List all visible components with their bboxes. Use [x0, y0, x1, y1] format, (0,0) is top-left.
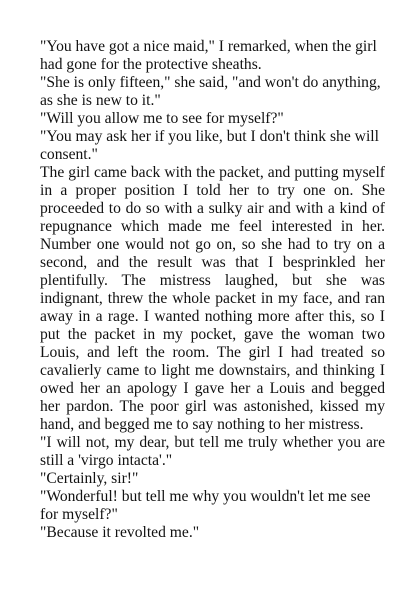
paragraph-ask-her: "You may ask her if you like, but I don't think she will consent."	[40, 128, 379, 163]
paragraph-revolted: "Because it revolted me."	[40, 524, 200, 541]
paragraph-nice-maid: "You have got a nice maid," I remarked, when the girl had gone for the protective sheaths.	[40, 38, 377, 73]
paragraph-narrative: The girl came back with the packet, and putting myself in a proper position I told her to try one on. She proceeded to do so with a sulky air and with a kind of repugnance which made me feel interested in her. Number one would not go on, so she had to try on a second, and the result was that I besprinkled her plentifully. The mistress laughed, but she was indignant, threw the whole packet in my face, and ran away in a rage. I wanted nothing more after this, so I put the packet in my pocket, gave the woman two Louis, and left the room. The girl I had treated so cavalierly came to light me downstairs, and thinking I owed her an apology I gave her a Louis and begged her pardon. The poor girl was astonished, kissed my hand, and begged me to say nothing to her mistress.	[40, 164, 385, 433]
paragraph-allow-me: "Will you allow me to see for myself?"	[40, 110, 284, 127]
paragraph-only-fifteen: "She is only fifteen," she said, "and won't do anything, as she is new to it."	[40, 74, 381, 109]
paragraph-wonderful: "Wonderful! but tell me why you wouldn't let me see for myself?"	[40, 488, 371, 523]
paragraph-certainly: "Certainly, sir!"	[40, 470, 139, 487]
paragraph-virgo-intacta: "I will not, my dear, but tell me truly whether you are still a 'virgo intacta'."	[40, 434, 385, 469]
document-page	[40, 38, 385, 542]
